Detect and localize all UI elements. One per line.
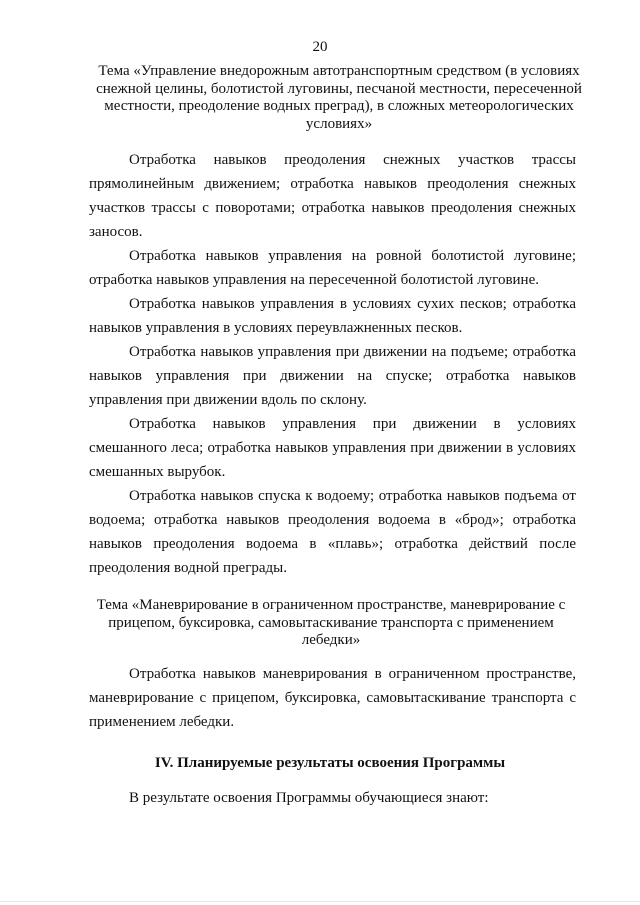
topic-heading-offroad: Тема «Управление внедорожным автотранспортным средством (в условиях снежной целины, болотистой луговины, песчаной местности, пересеченной местности, преодоление водных преград), в сложных метеорологических условиях» <box>96 63 582 132</box>
paragraph-sand: Отработка навыков управления в условиях сухих песков; отработка навыков управления в условиях переувлажненных песков. <box>89 296 576 336</box>
paragraph-slope: Отработка навыков управления при движении на подъеме; отработка навыков управления при движении на спуске; отработка навыков управления при движении вдоль по склону. <box>89 344 576 408</box>
paragraph-water: Отработка навыков спуска к водоему; отработка навыков подъема от водоема; отработка навыков преодоления водоема в «брод»; отработка навыков преодоления водоема в «плавь»; отработка действий после преодоления водной преграды. <box>89 488 576 576</box>
page-number: 20 <box>312 39 328 55</box>
paragraph-snow: Отработка навыков преодоления снежных участков трассы прямолинейным движением; отработка навыков преодоления снежных участков трассы с поворотами; отработка навыков преодоления снежных заносов. <box>89 152 576 240</box>
paragraph-results-intro: В результате освоения Программы обучающиеся знают: <box>129 790 489 806</box>
topic-heading-maneuvering: Тема «Маневрирование в ограниченном пространстве, маневрирование с прицепом, буксировка, самовытаскивание транспорта с применением лебедки» <box>96 597 566 648</box>
page-bottom-edge <box>0 901 640 902</box>
paragraph-forest: Отработка навыков управления при движении в условиях смешанного леса; отработка навыков управления при движении в условиях смешанных вырубок. <box>89 416 576 480</box>
paragraph-maneuvering: Отработка навыков маневрирования в ограниченном пространстве, маневрирование с прицепом, буксировка, самовытаскивание транспорта с применением лебедки. <box>89 666 576 730</box>
section-heading: IV. Планируемые результаты освоения Программы <box>154 755 506 771</box>
paragraph-swamp: Отработка навыков управления на ровной болотистой луговине; отработка навыков управления на пересеченной болотистой луговине. <box>89 248 576 288</box>
